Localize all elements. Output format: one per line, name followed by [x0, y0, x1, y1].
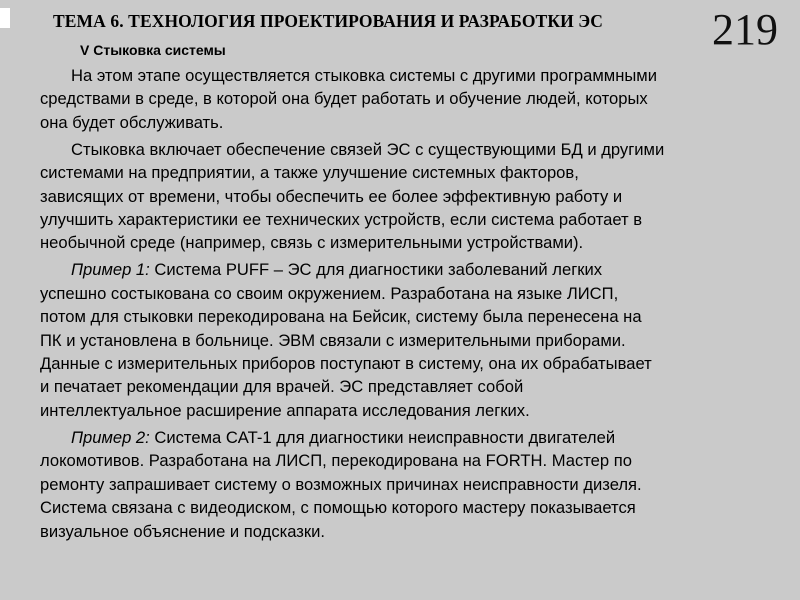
slide-title: ТЕМА 6. ТЕХНОЛОГИЯ ПРОЕКТИРОВАНИЯ И РАЗРАБОТКИ ЭС — [53, 11, 604, 31]
text-line — [40, 258, 785, 281]
text-line: локомотивов. Разработана на ЛИСП, перекодирована на FORTH. Мастер по — [40, 451, 632, 471]
example-label: Пример 2: — [71, 427, 150, 447]
text-line: потом для стыковки перекодирована на Бейсик, систему была перенесена на — [40, 307, 642, 327]
example-label: Пример 1: — [71, 260, 150, 280]
text-line: ПК и установлена в больнице. ЭВМ связали с измерительными приборами. — [40, 330, 626, 350]
paragraph-integration — [40, 138, 785, 255]
paragraph-intro — [40, 64, 785, 134]
page-number: 219 — [712, 5, 778, 54]
text-line: она будет обслуживать. — [40, 112, 224, 132]
text-line — [40, 426, 785, 449]
text-line: успешно состыкована со своим окружением. Разработана на языке ЛИСП, — [40, 283, 619, 303]
corner-mark — [0, 8, 10, 28]
text-line: интеллектуальное расширение аппарата исследования легких. — [40, 400, 530, 420]
paragraph-example-2 — [40, 426, 785, 543]
text-line: необычной среде (например, связь с измерительными устройствами). — [40, 233, 584, 253]
paragraph-example-1 — [40, 258, 785, 422]
text-line: Стыковка включает обеспечение связей ЭС с существующими БД и другими — [71, 139, 665, 159]
text-line: ремонту запрашивает систему о возможных причинах неисправности дизеля. — [40, 474, 642, 494]
text-line: средствами в среде, в которой она будет работать и обучение людей, которых — [40, 89, 648, 109]
text-line: Данные с измерительных приборов поступают в систему, она их обрабатывает — [40, 354, 652, 374]
example-text: Система PUFF – ЭС для диагностики заболеваний легких — [149, 260, 603, 280]
text-line: визуальное объяснение и подсказки. — [40, 521, 326, 541]
text-line: улучшить характеристики ее технических устройств, если система работает в — [40, 210, 643, 230]
body-text — [40, 64, 785, 547]
text-line: и печатает рекомендации для врачей. ЭС представляет собой — [40, 377, 524, 397]
text-line: системами на предприятии, а также улучшение системных факторов, — [40, 163, 579, 183]
section-subtitle: V Стыковка системы — [80, 42, 226, 58]
text-line: зависящих от времени, чтобы обеспечить ее более эффективную работу и — [40, 186, 623, 206]
text-line: На этом этапе осуществляется стыковка системы с другими программными — [71, 66, 657, 85]
text-line: Система связана с видеодиском, с помощью которого мастеру показывается — [40, 498, 636, 518]
example-text: Система CAT-1 для диагностики неисправности двигателей — [149, 427, 616, 447]
